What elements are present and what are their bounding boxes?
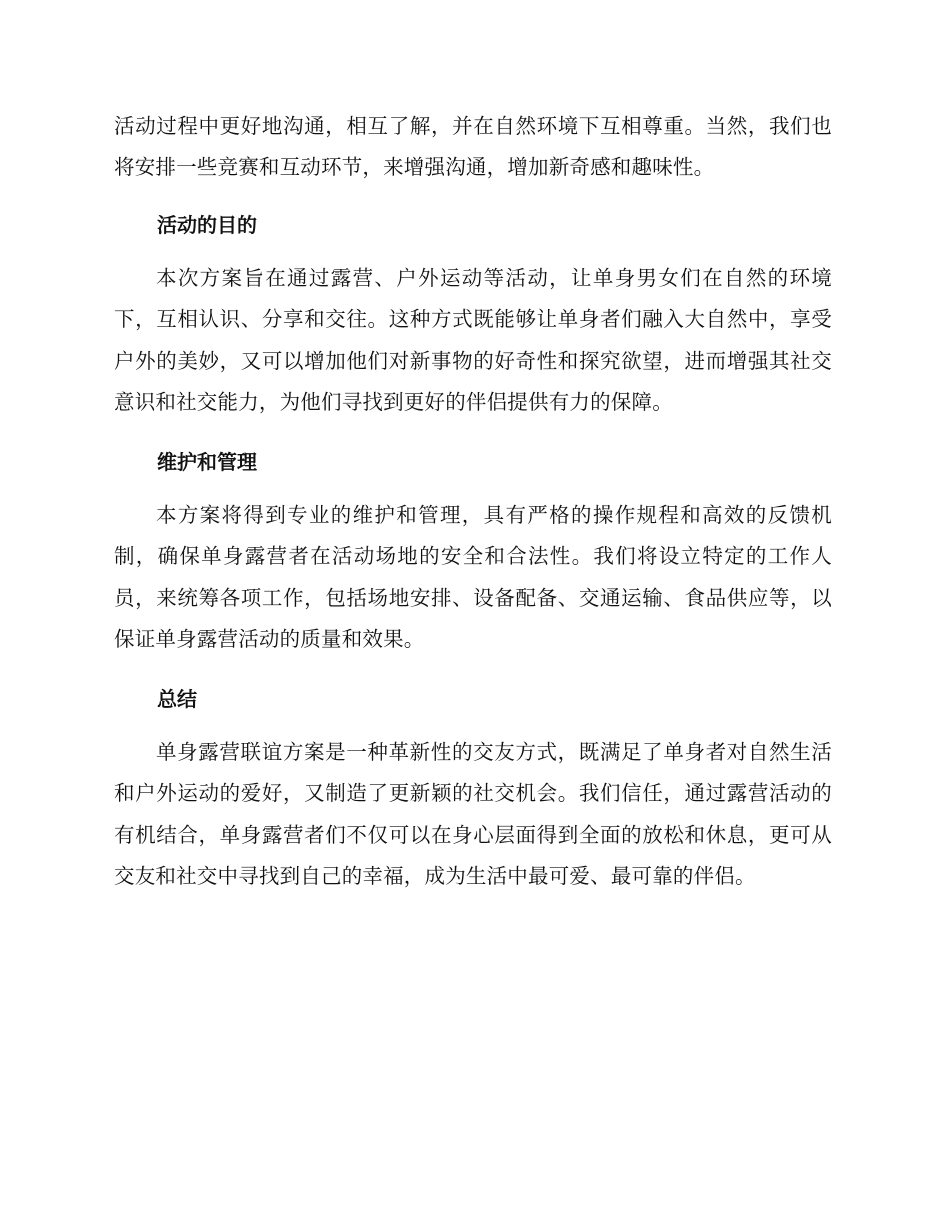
section-heading-purpose: 活动的目的 — [157, 213, 257, 237]
section-heading-summary: 总结 — [157, 687, 197, 711]
section-body-purpose-block — [114, 258, 832, 423]
intro-paragraph: 活动过程中更好地沟通，相互了解，并在自然环境下互相尊重。当然，我们也将安排一些竞赛和互动环节，来增强沟通，增加新奇感和趣味性。 — [114, 114, 832, 180]
section-body-summary-block — [114, 732, 832, 897]
section-heading-maintenance: 维护和管理 — [157, 450, 257, 474]
section-body-maintenance: 本方案将得到专业的维护和管理，具有严格的操作规程和高效的反馈机制，确保单身露营者在活动场地的安全和合法性。我们将设立特定的工作人员，来统筹各项工作，包括场地安排、设备配备、交通运输、食品供应等，以保证单身露营活动的质量和效果。 — [114, 503, 832, 651]
section-body-summary: 单身露营联谊方案是一种革新性的交友方式，既满足了单身者对自然生活和户外运动的爱好，又制造了更新颖的社交机会。我们信任，通过露营活动的有机结合，单身露营者们不仅可以在身心层面得到全面的放松和休息，更可从交友和社交中寻找到自己的幸福，成为生活中最可爱、最可靠的伴侣。 — [114, 740, 832, 888]
intro-paragraph-block — [114, 106, 832, 189]
section-body-maintenance-block — [114, 495, 832, 660]
section-body-purpose: 本次方案旨在通过露营、户外运动等活动，让单身男女们在自然的环境下，互相认识、分享和交往。这种方式既能够让单身者们融入大自然中，享受户外的美妙，又可以增加他们对新事物的好奇性和探究欲望，进而增强其社交意识和社交能力，为他们寻找到更好的伴侣提供有力的保障。 — [114, 266, 832, 414]
